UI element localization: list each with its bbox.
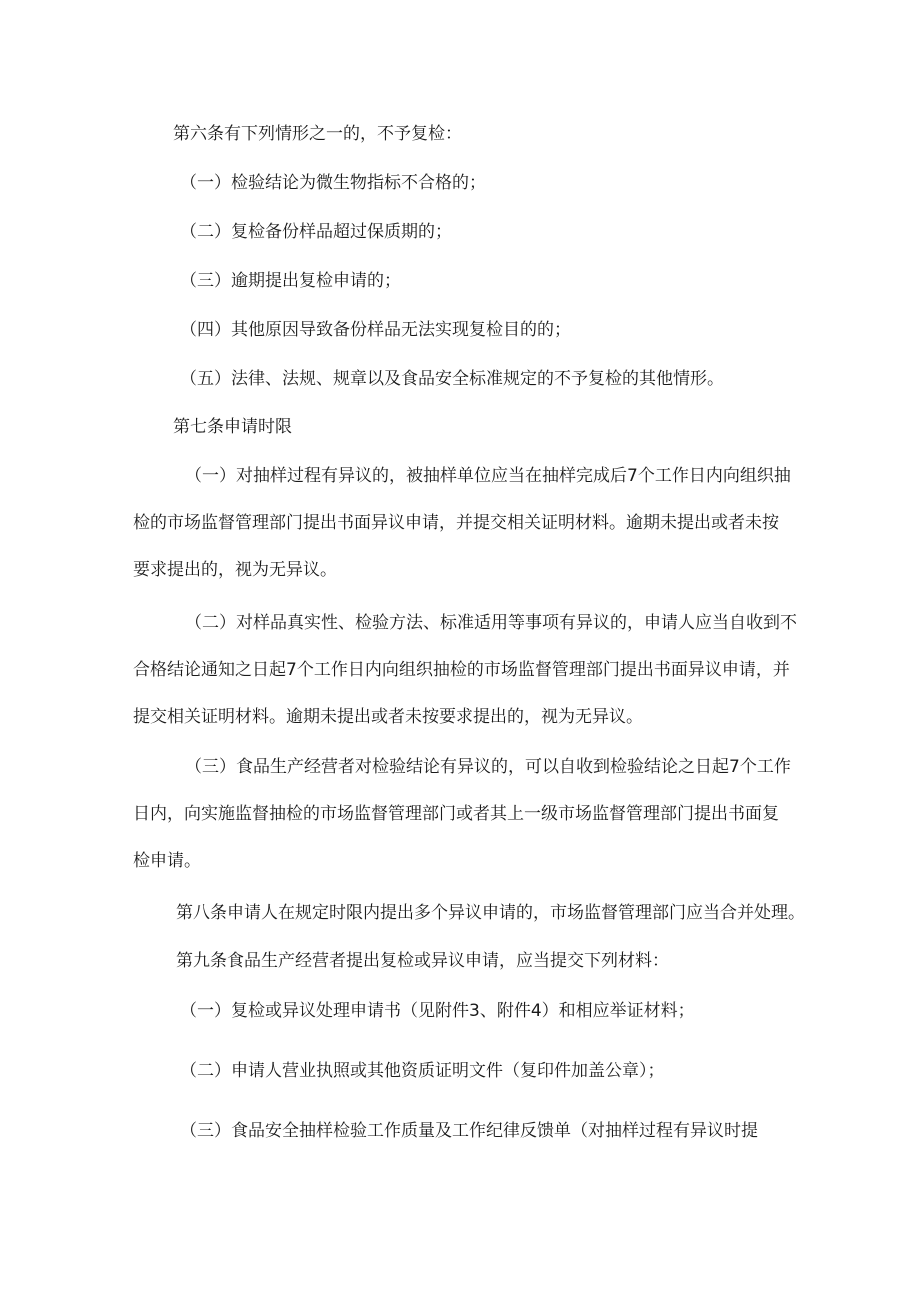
- article7-paragraph-1: [133, 465, 793, 581]
- paragraph-line: 要求提出的，视为无异议。: [133, 560, 337, 580]
- article8-text: 第八条申请人在规定时限内提出多个异议申请的，市场监督管理部门应当合并处理。: [176, 903, 805, 923]
- paragraph-line: 提交相关证明材料。逾期未提出或者未按要求提出的，视为无异议。: [133, 707, 643, 727]
- article9-item-1: （一）复检或异议处理申请书（见附件3、附件4）和相应举证材料；: [180, 1001, 695, 1021]
- article9-heading: 第九条食品生产经营者提出复检或异议申请，应当提交下列材料：: [176, 951, 669, 971]
- article6-item-3: （三）逾期提出复检申请的；: [180, 271, 401, 291]
- article6-item-2: （二）复检备份样品超过保质期的；: [180, 222, 452, 242]
- article6-heading: 第六条有下列情形之一的，不予复检：: [173, 124, 462, 144]
- paragraph-line: （二）对样品真实性、检验方法、标准适用等事项有异议的，申请人应当自收到不: [185, 613, 797, 633]
- paragraph-line: 日内，向实施监督抽检的市场监督管理部门或者其上一级市场监督管理部门提出书面复: [133, 804, 779, 824]
- paragraph-line: 检申请。: [133, 851, 201, 871]
- article9-item-2: （二）申请人营业执照或其他资质证明文件（复印件加盖公章）；: [180, 1061, 665, 1081]
- article7-paragraph-2: [133, 612, 797, 728]
- article9-item-3: （三）食品安全抽样检验工作质量及工作纪律反馈单（对抽样过程有异议时提: [180, 1121, 758, 1141]
- article6-item-4: （四）其他原因导致备份样品无法实现复检目的的；: [180, 320, 571, 340]
- article6-item-5: （五）法律、法规、规章以及食品安全标准规定的不予复检的其他情形。: [180, 369, 724, 389]
- article6-item-1: （一）检验结论为微生物指标不合格的；: [180, 173, 486, 193]
- article7-paragraph-3: [133, 756, 793, 872]
- paragraph-line: 合格结论通知之日起7个工作日内向组织抽检的市场监督管理部门提出书面异议申请，并: [133, 660, 790, 680]
- paragraph-line: （一）对抽样过程有异议的，被抽样单位应当在抽样完成后7个工作日内向组织抽: [185, 466, 791, 486]
- paragraph-line: （三）食品生产经营者对检验结论有异议的，可以自收到检验结论之日起7个工作: [185, 757, 791, 777]
- paragraph-line: 检的市场监督管理部门提出书面异议申请，并提交相关证明材料。逾期未提出或者未按: [133, 513, 779, 533]
- article7-heading: 第七条申请时限: [173, 417, 292, 437]
